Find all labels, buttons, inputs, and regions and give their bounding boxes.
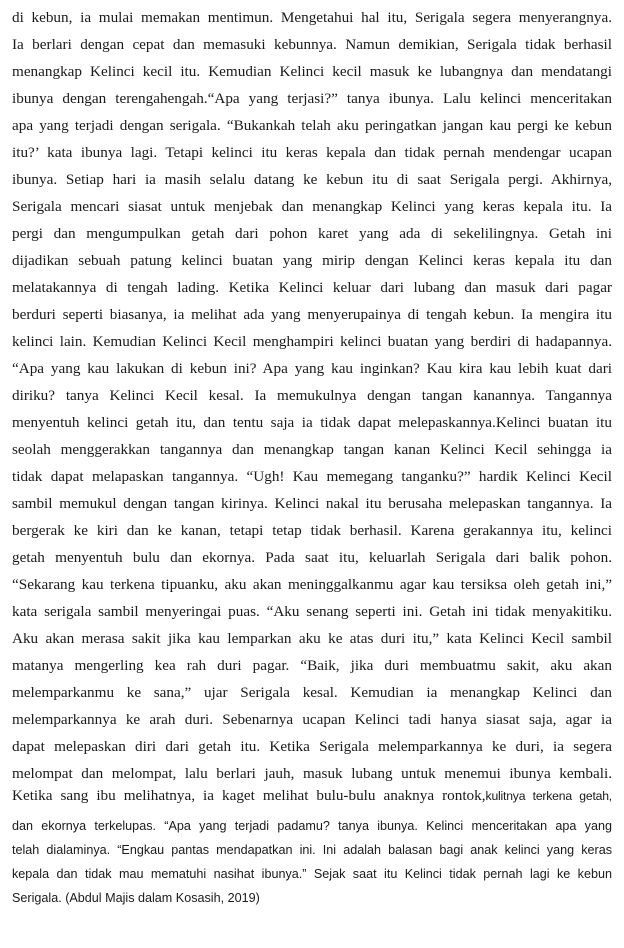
story-line: Serigala mencari siasat untuk menjebak dan menangkap Kelinci yang keras kepala itu. Ia (12, 198, 612, 215)
story-line: melemparkanmu ke sana,” ujar Serigala kesal. Kemudian ia menangkap Kelinci dan (12, 684, 612, 701)
story-line: apa yang terjadi dengan serigala. “Bukankah telah aku peringatkan jangan kau pergi ke kebun (12, 117, 612, 134)
story-line: dijadikan sebuah patung kelinci buatan yang mirip dengan Kelinci keras kepala itu dan (12, 252, 612, 269)
story-line: menangkap Kelinci kecil itu. Kemudian Kelinci kecil masuk ke lubangnya dan mendatangi (12, 63, 612, 80)
story-line: Ia berlari dengan cepat dan memasuki kebunnya. Namun demikian, Serigala tidak berhasil (12, 36, 612, 53)
story-line: tidak dapat melapaskan tangannya. “Ugh! Kau memegang tanganku?” hardik Kelinci Kecil (12, 468, 612, 485)
story-line-sans-part: kulitnya terkena getah, (485, 789, 612, 803)
story-line: di kebun, ia mulai memakan mentimun. Mengetahui hal itu, Serigala segera menyerangnya. (12, 9, 612, 26)
story-line: diriku? tanya Kelinci Kecil kesal. Ia memukulnya dengan tangan kanannya. Tangannya (12, 387, 612, 404)
story-line: bergerak ke kiri dan ke kanan, tetapi tetap tidak berhasil. Karena gerakannya itu, kelinci (12, 522, 612, 539)
story-line: pergi dan mengumpulkan getah dari pohon karet yang ada di sekelilingnya. Getah ini (12, 225, 612, 242)
story-line: “Sekarang kau terkena tipuanku, aku akan meninggalkanmu agar kau tersiksa oleh getah ini,” (12, 576, 612, 593)
story-line: kata serigala sambil menyeringai puas. “Aku senang seperti ini. Getah ini tidak menyakitiku. (12, 603, 612, 620)
story-line: getah menyentuh bulu dan ekornya. Pada saat itu, keluarlah Serigala dari balik pohon. (12, 549, 612, 566)
story-line: telah dialaminya. “Engkau pantas mendapatkan ini. Ini adalah balasan bagi anak kelinci yang keras (12, 843, 612, 857)
story-paragraph-serif (12, 4, 612, 787)
story-line: seolah menggerakkan tangannya dan menangkap tangan kanan Kelinci Kecil sehingga ia (12, 441, 612, 458)
story-line: sambil memukul dengan tangan kirinya. Kelinci nakal itu berusaha melepaskan tangannya. Ia (12, 495, 612, 512)
story-line: dan ekornya terkelupas. “Apa yang terjadi padamu? tanya ibunya. Kelinci menceritakan apa yang (12, 819, 612, 833)
story-line: “Apa yang kau lakukan di kebun ini? Apa yang kau inginkan? Kau kira kau lebih kuat dari (12, 360, 612, 377)
story-paragraph-sans (12, 814, 612, 910)
story-line: matanya mengerling kea rah duri pagar. “Baik, jika duri membuatmu sakit, aku akan (12, 657, 612, 674)
story-line: ibunya. Setiap hari ia masih selalu datang ke kebun itu di saat Serigala pergi. Akhirnya, (12, 171, 612, 188)
story-line: melatakannya di tengah lading. Ketika Kelinci keluar dari lubang dan masuk dari pagar (12, 279, 612, 296)
story-line: melompat dan melompat, lalu berlari jauh, masuk lubang untuk menemui ibunya kembali. (12, 765, 612, 782)
story-line: kepala dan tidak mau mematuhi nasihat ibunya.” Sejak saat itu Kelinci tidak pernah lagi ke kebun (12, 867, 612, 881)
story-line-serif-part: Ketika sang ibu melihatnya, ia kaget melihat bulu-bulu anaknya rontok, (12, 787, 486, 804)
story-line: kelinci lain. Kemudian Kelinci Kecil menghampiri kelinci buatan yang berdiri di hadapannya. (12, 333, 612, 350)
story-line: ibunya dengan terengahengah.“Apa yang terjasi?” tanya ibunya. Lalu kelinci menceritakan (12, 90, 612, 107)
story-page (12, 4, 612, 910)
story-line: berduri seperti biasanya, ia melihat ada yang menyerupainya di tengah kebun. Ia mengira itu (12, 306, 612, 323)
story-citation-line: Serigala. (Abdul Majis dalam Kosasih, 2019) (12, 891, 260, 905)
story-line: dapat melepaskan diri dari getah itu. Ketika Serigala melemparkannya ke duri, ia segera (12, 738, 612, 755)
story-line-mixed-font (12, 787, 612, 814)
story-line: menyentuh kelinci getah itu, dan tentu saja ia tidak dapat melepaskannya.Kelinci buatan itu (12, 414, 612, 431)
story-line: melemparkannya ke arah duri. Sebenarnya ucapan Kelinci tadi hanya siasat saja, agar ia (12, 711, 612, 728)
story-line: Aku akan merasa sakit jika kau lemparkan aku ke atas duri itu,” kata Kelinci Kecil sambil (12, 630, 612, 647)
story-line: itu?’ kata ibunya lagi. Tetapi kelinci itu keras kepala dan tidak pernah mendengar ucapan (12, 144, 612, 161)
